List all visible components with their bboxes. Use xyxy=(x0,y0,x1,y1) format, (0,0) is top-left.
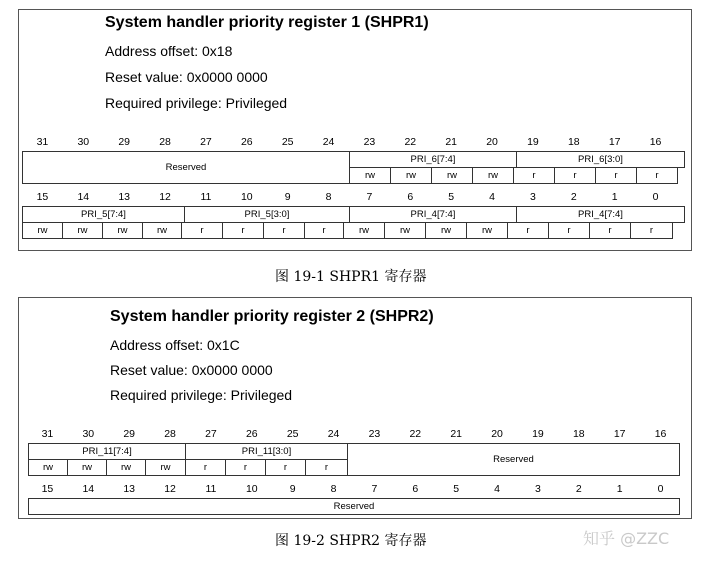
bit-number: 3 xyxy=(530,191,536,203)
bit-number: 13 xyxy=(123,483,136,495)
bit-number: 3 xyxy=(535,483,541,495)
access-cell: r xyxy=(595,167,637,184)
access-cell: rw xyxy=(472,167,514,184)
shpr1-high-field-row xyxy=(350,152,685,168)
bit-number: 20 xyxy=(486,136,498,148)
bit-number: 0 xyxy=(652,191,659,203)
access-cell: rw xyxy=(145,459,186,476)
shpr2-reset-value: Reset value: 0x0000 0000 xyxy=(110,362,273,378)
access-cell: rw xyxy=(106,459,146,476)
bit-number: 19 xyxy=(532,428,544,440)
bit-number: 21 xyxy=(445,136,458,148)
bit-number: 11 xyxy=(205,483,217,495)
access-cell: r xyxy=(304,222,344,239)
bit-number: 24 xyxy=(327,428,340,440)
bit-number: 1 xyxy=(611,191,618,203)
bit-number: 31 xyxy=(36,136,49,148)
shpr2-address-offset: Address offset: 0x1C xyxy=(110,337,240,353)
access-cell: r xyxy=(305,459,348,476)
access-cell: rw xyxy=(142,222,182,239)
bit-number: 5 xyxy=(448,191,455,203)
bit-number: 22 xyxy=(404,136,417,148)
bit-number: 23 xyxy=(363,136,376,148)
access-cell: r xyxy=(548,222,590,239)
bit-number: 12 xyxy=(164,483,176,495)
bit-number: 18 xyxy=(567,136,580,148)
bit-number: 1 xyxy=(616,483,623,495)
field-pri5-high: PRI_5[7:4] xyxy=(22,206,185,223)
bit-number: 10 xyxy=(240,191,253,203)
bit-number: 19 xyxy=(527,136,539,148)
field-pri11-high: PRI_11[7:4] xyxy=(28,443,186,460)
access-cell: rw xyxy=(102,222,143,239)
bit-number: 14 xyxy=(77,191,90,203)
bit-number: 10 xyxy=(245,483,258,495)
access-cell: r xyxy=(636,167,678,184)
access-cell: r xyxy=(185,459,226,476)
bit-number: 11 xyxy=(200,191,212,203)
bit-number: 28 xyxy=(164,428,176,440)
bit-number: 4 xyxy=(489,191,495,203)
access-cell: r xyxy=(630,222,673,239)
access-cell: rw xyxy=(349,167,391,184)
bit-number: 22 xyxy=(409,428,422,440)
shpr2-high-bit-numbers xyxy=(27,427,681,441)
bit-number: 14 xyxy=(82,483,95,495)
access-cell: rw xyxy=(22,222,63,239)
access-cell: rw xyxy=(384,222,426,239)
field-pri6-low: PRI_6[3:0] xyxy=(516,151,685,168)
access-cell: rw xyxy=(466,222,508,239)
access-cell: rw xyxy=(67,459,107,476)
access-cell: r xyxy=(507,222,549,239)
shpr1-high-bit-numbers xyxy=(22,135,676,149)
bit-number: 26 xyxy=(240,136,253,148)
bit-number: 21 xyxy=(450,428,463,440)
shpr2-reserved-high-field: Reserved xyxy=(347,443,680,476)
field-pri4-second: PRI_4[7:4] xyxy=(516,206,685,223)
shpr1-low-bit-numbers xyxy=(22,190,676,204)
shpr1-caption: 图 19-1 SHPR1 寄存器 xyxy=(275,269,427,285)
shpr2-privilege: Required privilege: Privileged xyxy=(110,387,293,403)
bit-number: 15 xyxy=(41,483,54,495)
access-cell: r xyxy=(222,222,264,239)
shpr1-address-offset: Address offset: 0x18 xyxy=(105,43,233,59)
bit-number: 16 xyxy=(654,428,667,440)
bit-number: 27 xyxy=(205,428,217,440)
bit-number: 15 xyxy=(36,191,49,203)
bit-number: 30 xyxy=(82,428,95,440)
bit-number: 29 xyxy=(118,136,131,148)
bit-number: 6 xyxy=(412,483,419,495)
shpr2-caption: 图 19-2 SHPR2 寄存器 xyxy=(275,533,427,549)
shpr2-low-bit-numbers xyxy=(27,482,681,496)
bit-number: 27 xyxy=(200,136,212,148)
bit-number: 18 xyxy=(572,428,585,440)
access-cell: r xyxy=(181,222,223,239)
access-cell: rw xyxy=(343,222,385,239)
shpr1-low-field-row xyxy=(23,207,685,223)
access-cell: r xyxy=(554,167,596,184)
bit-number: 2 xyxy=(575,483,582,495)
bit-number: 12 xyxy=(159,191,171,203)
field-pri11-low: PRI_11[3:0] xyxy=(185,443,348,460)
bit-number: 13 xyxy=(118,191,131,203)
bit-number: 7 xyxy=(371,483,378,495)
access-cell: rw xyxy=(390,167,432,184)
shpr1-high-access-row xyxy=(350,168,678,184)
bit-number: 8 xyxy=(325,191,332,203)
bit-number: 5 xyxy=(453,483,460,495)
bit-number: 23 xyxy=(368,428,381,440)
bit-number: 8 xyxy=(330,483,337,495)
bit-number: 29 xyxy=(123,428,136,440)
shpr1-privilege: Required privilege: Privileged xyxy=(105,95,288,111)
bit-number: 25 xyxy=(281,136,294,148)
access-cell: rw xyxy=(62,222,103,239)
access-cell: rw xyxy=(425,222,467,239)
access-cell: rw xyxy=(28,459,68,476)
bit-number: 9 xyxy=(284,191,291,203)
shpr2-reserved-low-field: Reserved xyxy=(28,498,680,515)
bit-number: 24 xyxy=(322,136,335,148)
field-pri5-low: PRI_5[3:0] xyxy=(184,206,350,223)
access-cell: rw xyxy=(431,167,473,184)
bit-number: 0 xyxy=(657,483,664,495)
bit-number: 20 xyxy=(491,428,503,440)
bit-number: 4 xyxy=(494,483,500,495)
bit-number: 25 xyxy=(286,428,299,440)
bit-number: 28 xyxy=(159,136,171,148)
field-pri6-high: PRI_6[7:4] xyxy=(349,151,517,168)
bit-number: 7 xyxy=(366,191,373,203)
bit-number: 17 xyxy=(608,136,621,148)
bit-number: 17 xyxy=(613,428,626,440)
access-cell: r xyxy=(263,222,305,239)
shpr2-high-access-row xyxy=(29,460,348,476)
shpr2-high-field-row xyxy=(29,444,348,460)
watermark: 知乎 @ZZC xyxy=(583,529,670,548)
bit-number: 6 xyxy=(407,191,414,203)
field-pri4-high: PRI_4[7:4] xyxy=(349,206,517,223)
bit-number: 16 xyxy=(649,136,662,148)
shpr1-reset-value: Reset value: 0x0000 0000 xyxy=(105,69,268,85)
access-cell: r xyxy=(589,222,631,239)
bit-number: 9 xyxy=(289,483,296,495)
access-cell: r xyxy=(513,167,555,184)
bit-number: 31 xyxy=(41,428,54,440)
access-cell: r xyxy=(225,459,266,476)
shpr1-low-access-row xyxy=(23,223,673,239)
access-cell: r xyxy=(265,459,306,476)
shpr2-title: System handler priority register 2 (SHPR2) xyxy=(110,308,434,325)
shpr1-reserved-field: Reserved xyxy=(22,151,350,184)
bit-number: 30 xyxy=(77,136,90,148)
bit-number: 26 xyxy=(245,428,258,440)
bit-number: 2 xyxy=(570,191,577,203)
shpr1-title: System handler priority register 1 (SHPR1) xyxy=(105,14,429,31)
